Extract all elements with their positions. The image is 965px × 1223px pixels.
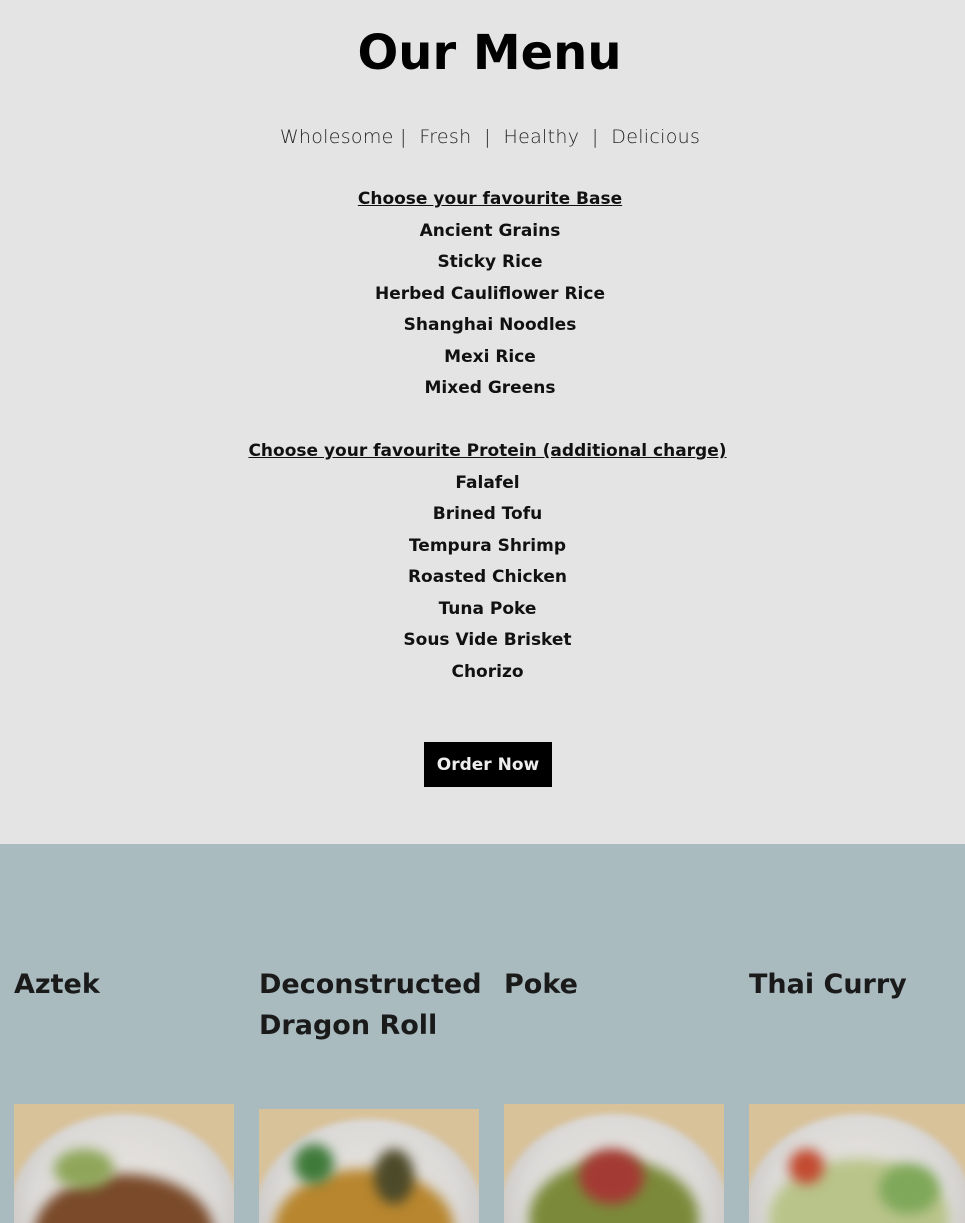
dish-card-poke[interactable] bbox=[504, 844, 734, 1223]
dish-image[interactable] bbox=[749, 1104, 965, 1223]
protein-item: Falafel bbox=[455, 472, 520, 493]
dish-image[interactable] bbox=[259, 1109, 479, 1223]
dish-card-aztek[interactable] bbox=[14, 844, 244, 1223]
protein-item: Roasted Chicken bbox=[407, 567, 568, 587]
base-heading: Choose your favourite Base bbox=[357, 189, 623, 209]
dish-name: Deconstructed Dragon Roll bbox=[259, 969, 482, 1041]
protein-item: Sous Vide Brisket bbox=[403, 630, 572, 650]
dish-card-dragon-roll[interactable] bbox=[259, 844, 489, 1223]
protein-item: Tempura Shrimp bbox=[408, 535, 567, 556]
protein-item: Chorizo bbox=[451, 661, 524, 682]
base-item: Ancient Grains bbox=[419, 220, 561, 241]
dishes-section bbox=[0, 844, 965, 1223]
page-title: Our Menu bbox=[357, 25, 622, 81]
dish-card-thai-curry[interactable] bbox=[749, 844, 965, 1223]
base-item: Herbed Cauliflower Rice bbox=[375, 283, 605, 304]
base-item: Shanghai Noodles bbox=[403, 315, 577, 335]
dish-name: Thai Curry bbox=[749, 969, 907, 1000]
protein-heading: Choose your favourite Protein (additional charge) bbox=[248, 441, 727, 461]
dish-name: Poke bbox=[504, 969, 578, 1000]
base-options bbox=[0, 184, 965, 405]
dish-name: Aztek bbox=[14, 969, 100, 1000]
base-item: Mixed Greens bbox=[424, 378, 556, 398]
protein-item: Tuna Poke bbox=[438, 598, 537, 619]
order-now-button[interactable]: Order Now bbox=[424, 742, 552, 787]
protein-options bbox=[0, 436, 965, 688]
tagline: Wholesome | Fresh | Healthy | Delicious bbox=[279, 126, 701, 148]
base-item: Sticky Rice bbox=[437, 252, 543, 272]
dish-image[interactable] bbox=[504, 1104, 724, 1223]
dish-image[interactable] bbox=[14, 1104, 234, 1223]
protein-item: Brined Tofu bbox=[432, 504, 543, 524]
base-item: Mexi Rice bbox=[444, 346, 536, 367]
